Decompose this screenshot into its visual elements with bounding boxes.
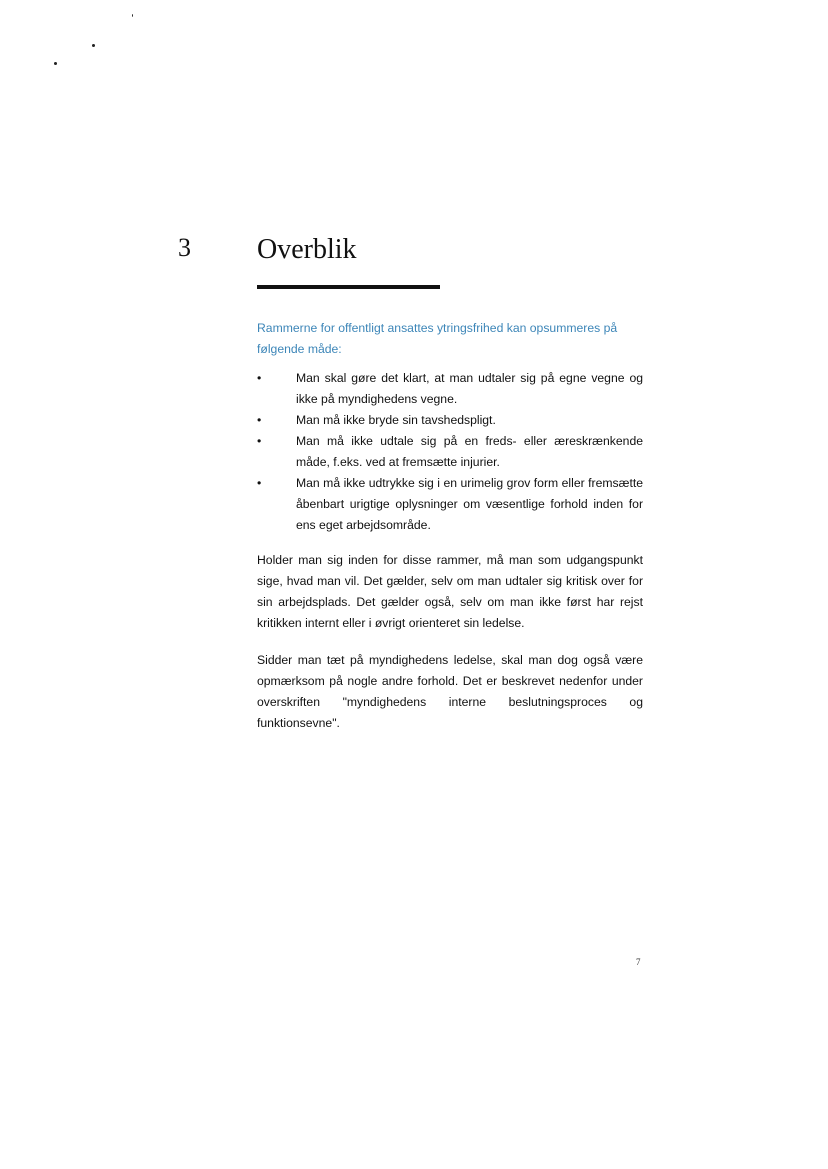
bullet-icon: •	[257, 476, 262, 490]
chapter-number: 3	[178, 233, 191, 262]
list-item-text: Man må ikke bryde sin tavshedspligt.	[296, 413, 496, 427]
scan-speck	[132, 14, 133, 17]
scan-speck	[54, 62, 57, 65]
list-item	[257, 473, 643, 536]
scan-speck	[92, 44, 95, 47]
list-item-text: Man må ikke udtale sig på en freds- eller æreskrænkende måde, f.eks. ved at fremsætte injurier.	[296, 434, 643, 469]
list-item	[257, 368, 643, 410]
intro-paragraph: Rammerne for offentligt ansattes ytringsfrihed kan opsummeres på følgende måde:	[257, 321, 618, 356]
body-paragraph: Sidder man tæt på myndighedens ledelse, skal man dog også være opmærksom på nogle andre forhold. Det er beskrevet nedenfor under overskriften "myndighedens interne beslutningsproces og funktionsevne".	[257, 653, 643, 730]
list-item	[257, 410, 643, 431]
list-item	[257, 431, 643, 473]
title-rule	[257, 285, 440, 289]
chapter-title: Overblik	[257, 234, 357, 265]
bullet-icon: •	[257, 413, 262, 427]
list-item-text: Man skal gøre det klart, at man udtaler sig på egne vegne og ikke på myndighedens vegne.	[296, 371, 643, 406]
list-item-text: Man må ikke udtrykke sig i en urimelig grov form eller fremsætte åbenbart urigtige oplysninger om væsentlige forhold inden for ens eget arbejdsområde.	[296, 476, 643, 532]
bullet-icon: •	[257, 434, 262, 448]
body-paragraph: Holder man sig inden for disse rammer, må man som udgangspunkt sige, hvad man vil. Det gælder, selv om man udtaler sig kritisk over for sin arbejdsplads. Det gælder også, selv om man ikke først har rejst kritikken internt eller i øvrigt orienteret sin ledelse.	[257, 553, 643, 630]
bullet-icon: •	[257, 371, 262, 385]
page-number: 7	[636, 957, 641, 967]
bullet-list	[257, 368, 643, 536]
body-content	[257, 318, 643, 750]
